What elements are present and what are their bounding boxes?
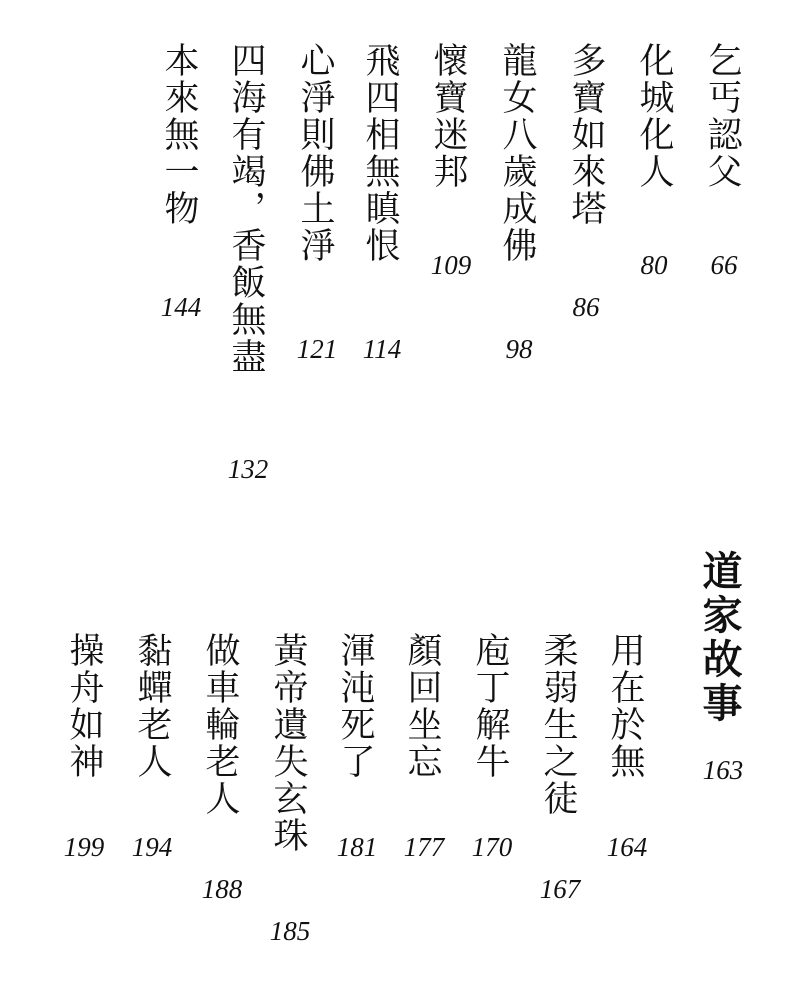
page-number: 181 (336, 832, 378, 862)
page-number: 66 (710, 250, 738, 280)
page-number: 185 (269, 916, 311, 946)
page-number: 132 (227, 454, 269, 484)
entry-title: 化城化人 (634, 42, 674, 190)
page-number: 109 (430, 250, 472, 280)
entry-title: 本來無一物 (159, 42, 199, 227)
page-number: 188 (201, 874, 243, 904)
entry-title: 顏回坐忘 (402, 632, 442, 780)
entry-title: 庖丁解牛 (470, 632, 510, 780)
entry-title: 黏蟬老人 (132, 632, 172, 780)
page-number: 170 (471, 832, 513, 862)
entry-title: 懷寶迷邦 (428, 42, 468, 190)
page-number: 86 (572, 292, 600, 322)
entry-title: 乞丐認父 (702, 42, 742, 190)
page-number: 167 (539, 874, 581, 904)
entry-title: 龍女八歲成佛 (497, 42, 537, 264)
entry-title: 用在於無 (605, 632, 645, 780)
page-number: 121 (296, 334, 338, 364)
page-number: 80 (640, 250, 668, 280)
entry-title: 黃帝遺失玄珠 (268, 632, 308, 854)
page-number: 98 (505, 334, 533, 364)
entry-title: 渾沌死了 (335, 632, 375, 780)
entry-title: 操舟如神 (64, 632, 104, 780)
page-number: 144 (160, 292, 202, 322)
entry-title: 多寶如來塔 (566, 42, 606, 227)
section-page-number: 163 (702, 755, 744, 785)
section-title: 道家故事 (696, 550, 743, 726)
entry-title: 心淨則佛土淨 (295, 42, 335, 264)
entry-title: 四海有竭，香飯無盡 (226, 42, 266, 375)
entry-title: 做車輪老人 (200, 632, 240, 817)
page-number: 177 (403, 832, 445, 862)
entry-title: 飛四相無瞋恨 (360, 42, 400, 264)
page-number: 199 (63, 832, 105, 862)
page-number: 194 (131, 832, 173, 862)
page-number: 114 (362, 334, 402, 364)
entry-title: 柔弱生之徒 (538, 632, 578, 817)
page-number: 164 (606, 832, 648, 862)
